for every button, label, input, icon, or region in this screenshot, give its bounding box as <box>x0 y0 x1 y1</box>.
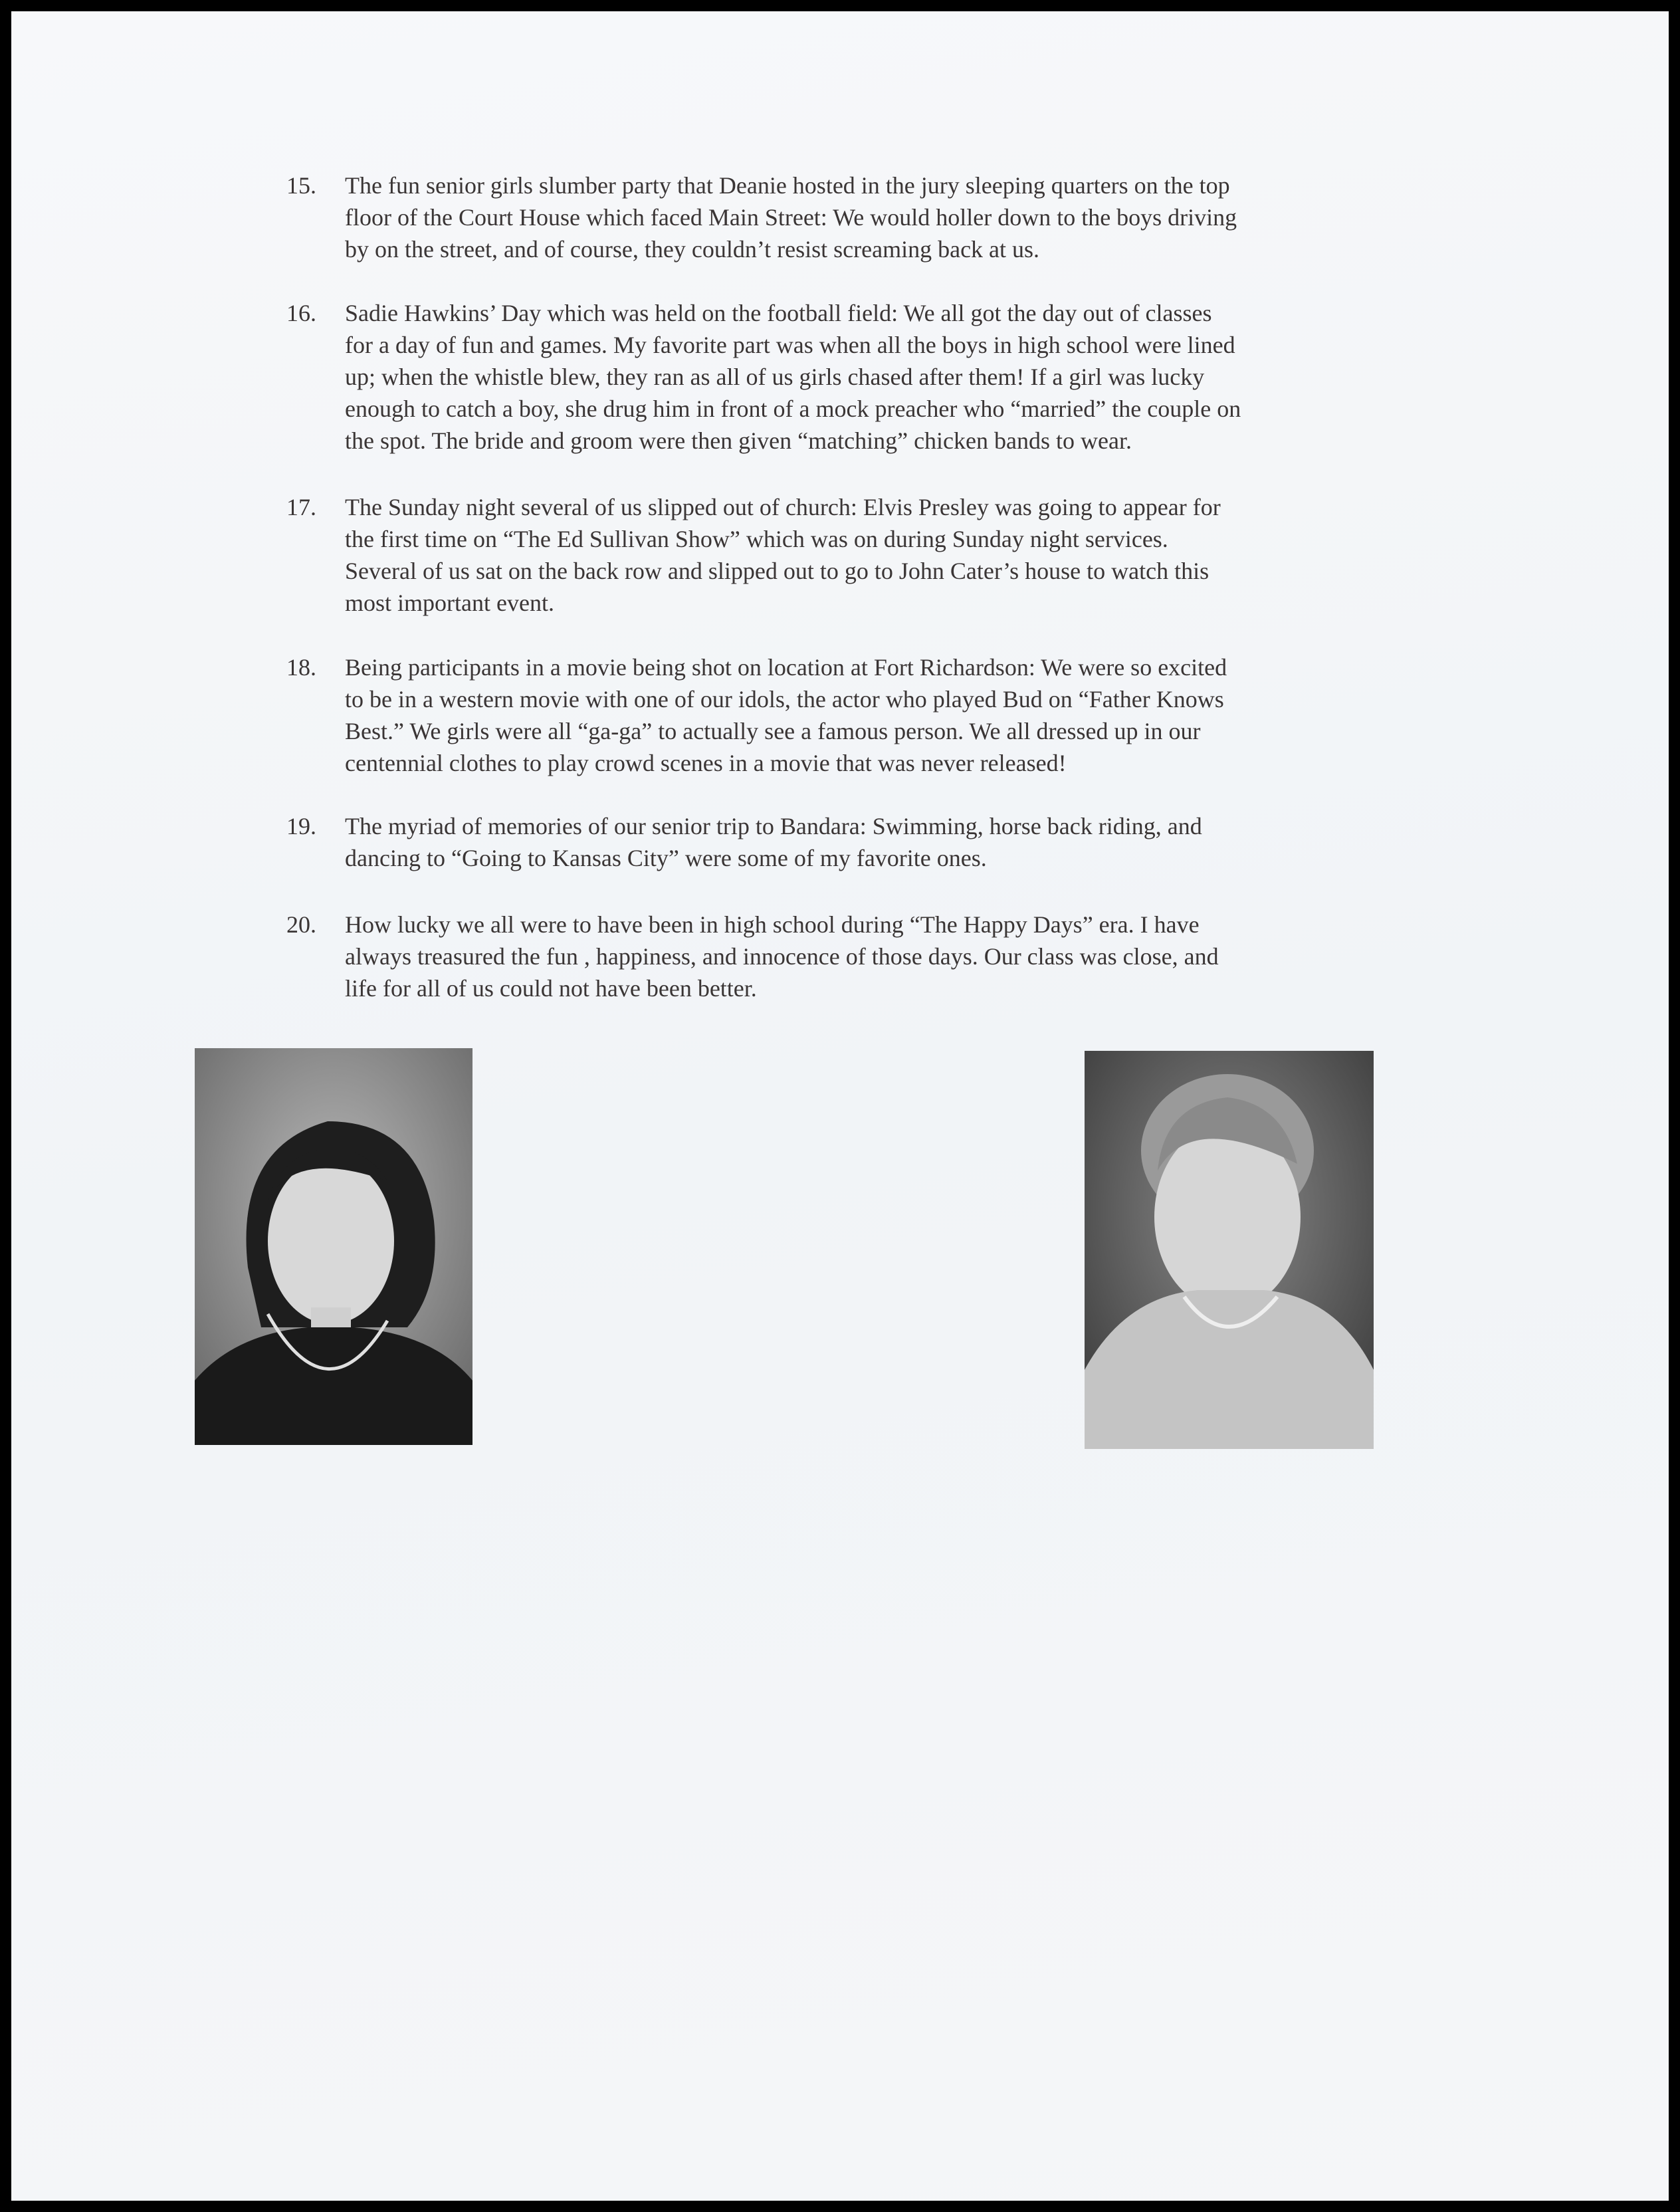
item-number: 18. <box>286 654 316 681</box>
item-number: 16. <box>286 300 316 326</box>
document-page <box>11 11 1669 2201</box>
text-line: Best.” We girls were all “ga-ga” to actually see a famous person. We all dressed up in our <box>345 718 1201 744</box>
text-line: Sadie Hawkins’ Day which was held on the football field: We all got the day out of classes <box>345 300 1212 326</box>
item-number: 17. <box>286 494 316 520</box>
text-line: dancing to “Going to Kansas City” were some of my favorite ones. <box>345 845 987 871</box>
item-number: 20. <box>286 911 316 938</box>
text-line: life for all of us could not have been better. <box>345 975 757 1002</box>
text-line: The myriad of memories of our senior trip to Bandara: Swimming, horse back riding, and <box>345 813 1202 839</box>
item-text <box>345 810 1202 874</box>
item-number: 19. <box>286 813 316 839</box>
item-text <box>345 651 1227 779</box>
text-line: Being participants in a movie being shot on location at Fort Richardson: We were so excited <box>345 654 1227 681</box>
photo-young-woman <box>195 1048 472 1445</box>
item-text <box>345 297 1241 457</box>
text-line: for a day of fun and games. My favorite part was when all the boys in high school were lined <box>345 332 1235 358</box>
text-line: The fun senior girls slumber party that Deanie hosted in the jury sleeping quarters on the top <box>345 172 1230 199</box>
item-text <box>345 909 1219 1004</box>
text-line: the first time on “The Ed Sullivan Show” which was on during Sunday night services. <box>345 526 1168 552</box>
item-text <box>345 491 1221 619</box>
text-line: The Sunday night several of us slipped out of church: Elvis Presley was going to appear for <box>345 494 1221 520</box>
text-line: floor of the Court House which faced Main Street: We would holler down to the boys driving <box>345 204 1237 231</box>
text-line: to be in a western movie with one of our idols, the actor who played Bud on “Father Knows <box>345 686 1224 713</box>
text-line: up; when the whistle blew, they ran as all of us girls chased after them! If a girl was lucky <box>345 364 1205 390</box>
item-number: 15. <box>286 172 316 199</box>
text-line: enough to catch a boy, she drug him in front of a mock preacher who “married” the couple on <box>345 395 1241 422</box>
item-text <box>345 169 1237 265</box>
text-line: the spot. The bride and groom were then given “matching” chicken bands to wear. <box>345 427 1132 454</box>
text-line: centennial clothes to play crowd scenes in a movie that was never released! <box>345 750 1067 776</box>
text-line: Several of us sat on the back row and slipped out to go to John Cater’s house to watch this <box>345 558 1209 584</box>
text-line: most important event. <box>345 590 554 616</box>
text-line: How lucky we all were to have been in high school during “The Happy Days” era. I have <box>345 911 1200 938</box>
text-line: always treasured the fun , happiness, and innocence of those days. Our class was close, and <box>345 943 1219 970</box>
text-line: by on the street, and of course, they couldn’t resist screaming back at us. <box>345 236 1040 263</box>
photo-older-woman <box>1085 1051 1374 1449</box>
